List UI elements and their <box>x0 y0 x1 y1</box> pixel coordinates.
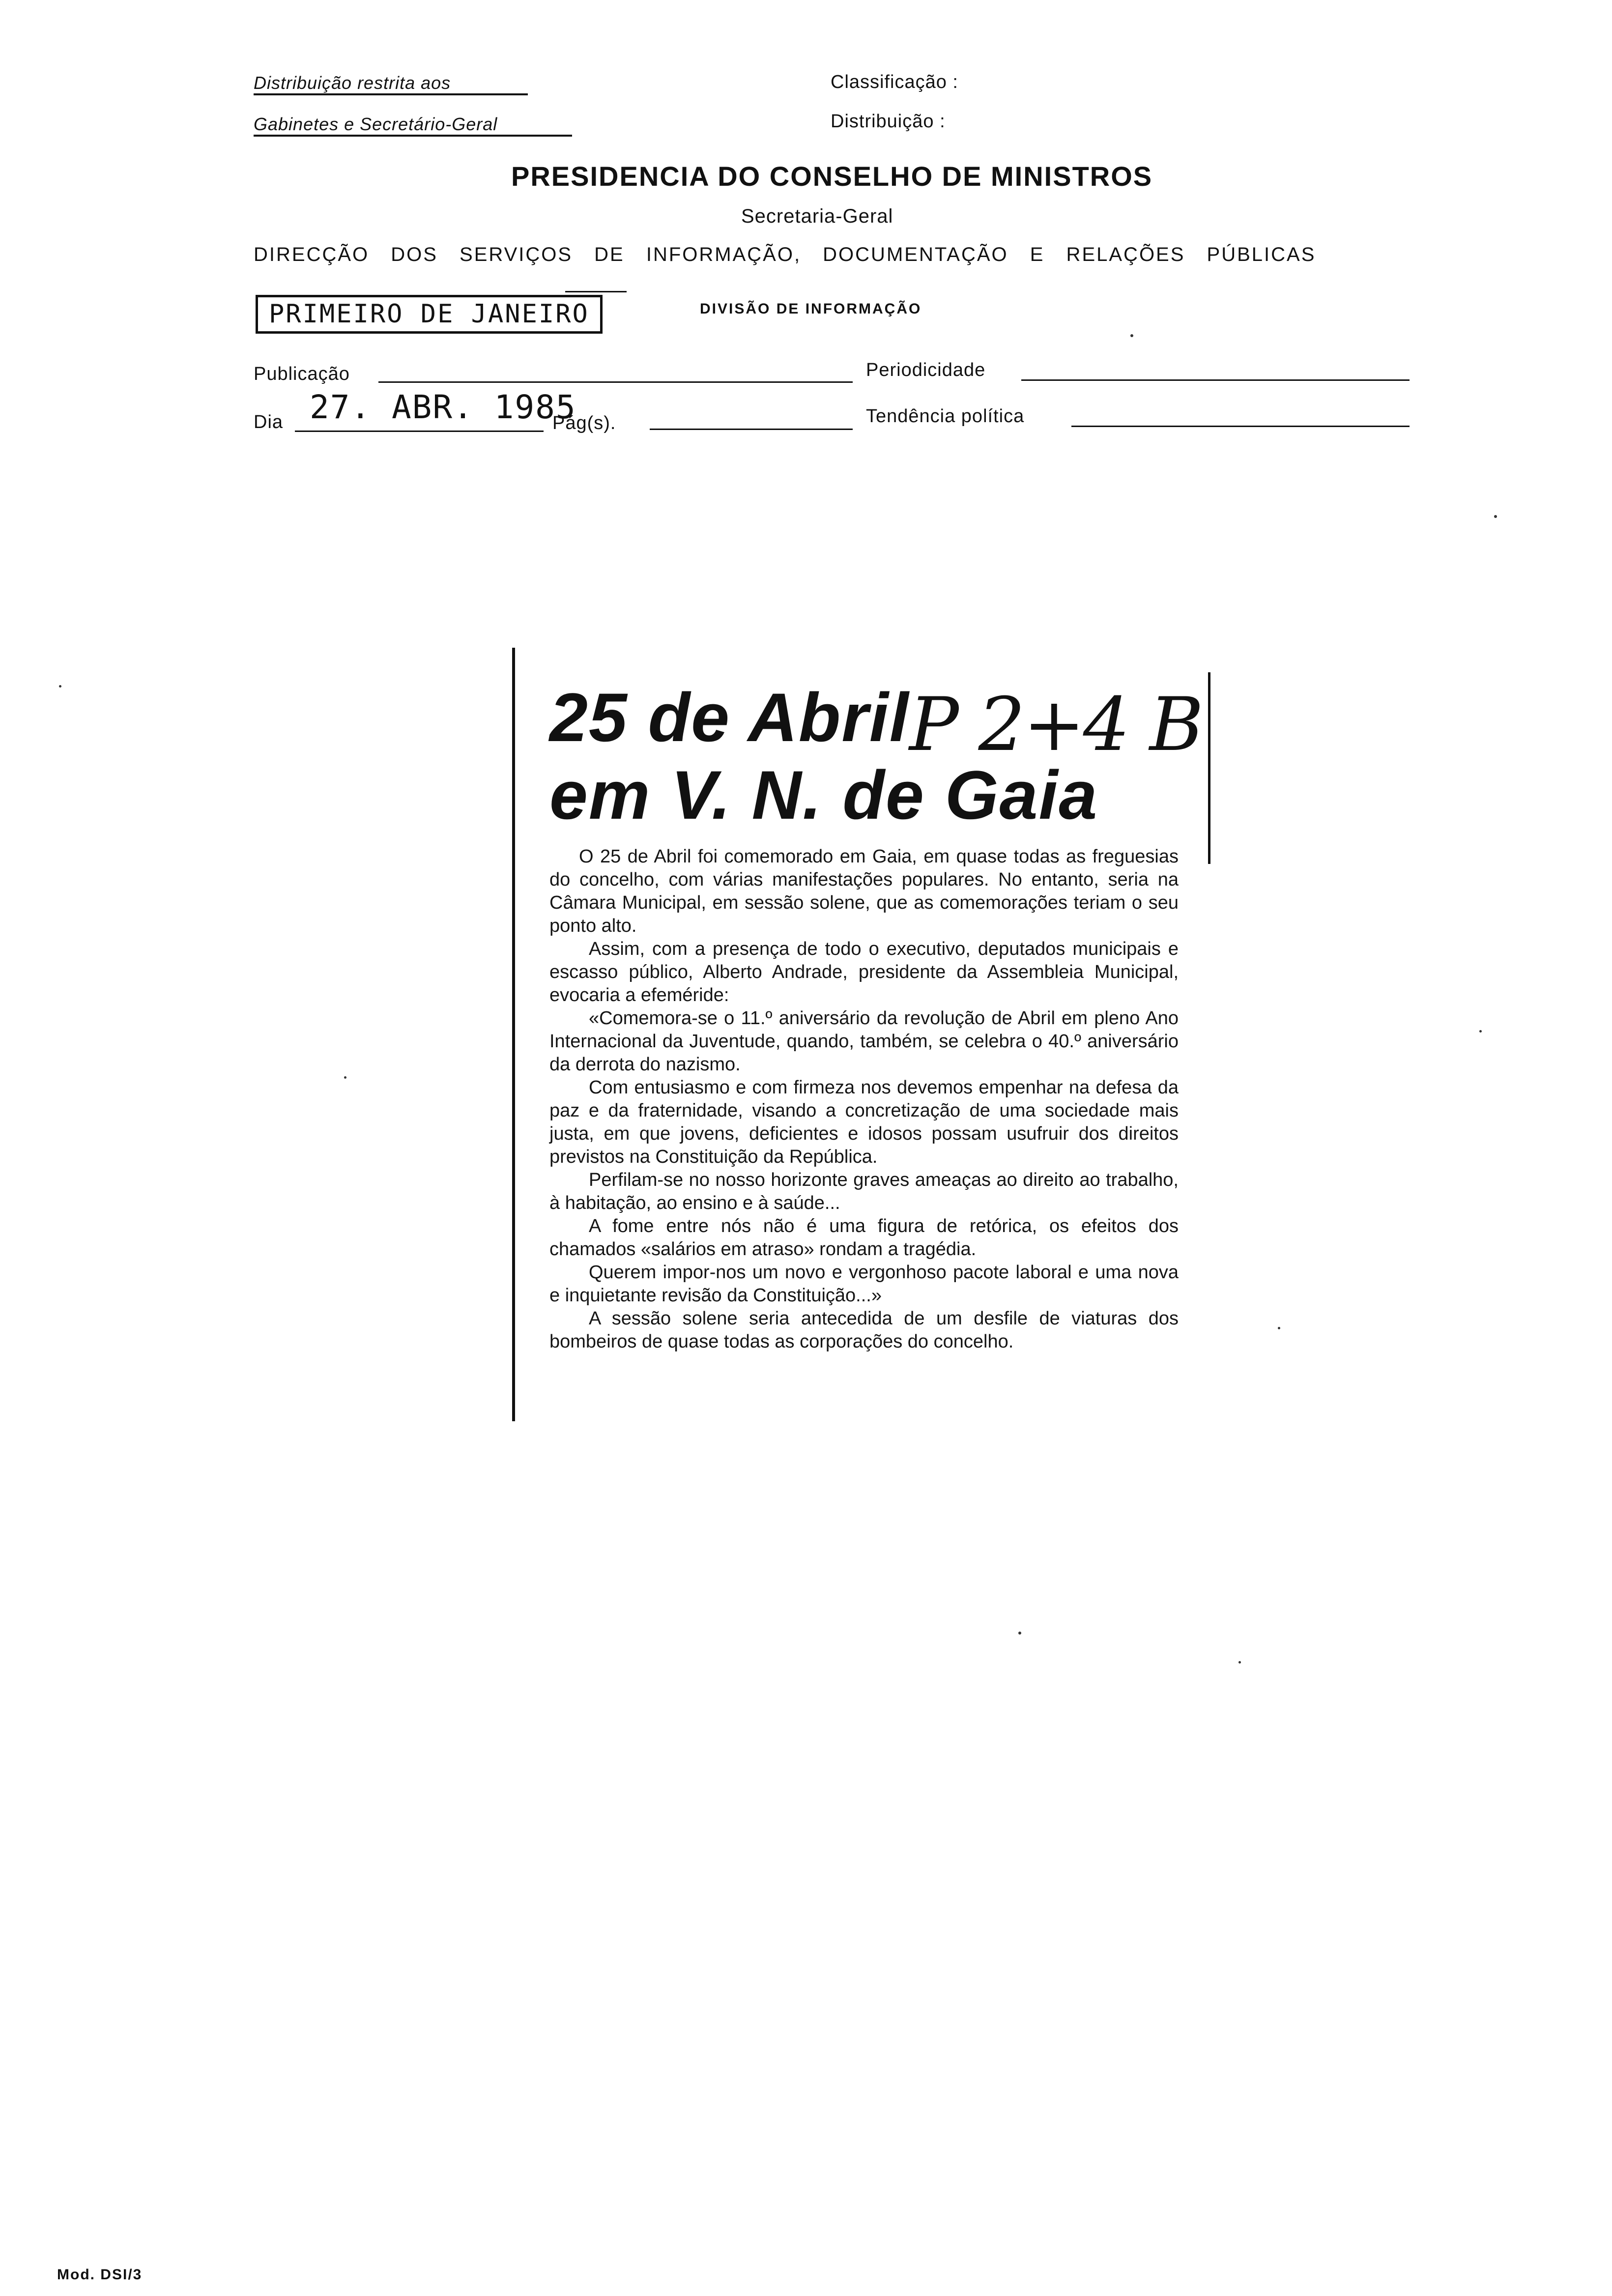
article-paragraph: Assim, com a presença de todo o executivo, deputados municipais e escasso público, Alberto Andrade, presidente da Assembleia Municipal, evocaria a efeméride: <box>549 939 1179 1005</box>
day-label: Dia <box>254 412 284 432</box>
scan-speck <box>1479 1030 1482 1033</box>
article-paragraph: Querem impor-nos um novo e vergonhoso pacote laboral e uma nova e inquietante revisão da Constituição...» <box>549 1262 1179 1306</box>
article-title-line1: 25 de Abril <box>549 679 910 756</box>
clipping-right-border <box>1208 672 1210 864</box>
article-paragraph: «Comemora-se o 11.º aniversário da revolução de Abril em pleno Ano Internacional da Juventude, quando, também, se celebra o 40.º aniversário da derrota do nazismo. <box>549 1008 1179 1075</box>
scan-speck <box>1018 1632 1021 1635</box>
political-tendency-field-line <box>1071 426 1410 427</box>
distribution-restricted-line2: Gabinetes e Secretário-Geral <box>254 114 572 137</box>
article-paragraph: Com entusiasmo e com firmeza nos devemos empenhar na defesa da paz e da fraternidade, visando a concretização de uma sociedade mais justa, em que jovens, deficientes e idosos possam usufruir dos direitos previstos na Constituição da República. <box>549 1077 1179 1167</box>
distribution-label: Distribuição : <box>831 111 946 132</box>
article-body <box>549 845 1179 1353</box>
clipping-left-border <box>512 648 515 1421</box>
publication-stamp: PRIMEIRO DE JANEIRO <box>256 295 603 334</box>
pages-label: Pág(s). <box>552 413 616 433</box>
periodicity-label: Periodicidade <box>866 360 986 380</box>
stamp-mark <box>565 291 627 292</box>
date-value: 27. ABR. 1985 <box>310 388 576 426</box>
handwritten-annotation: P 2+4 B <box>909 682 1202 768</box>
scan-speck <box>1278 1327 1280 1329</box>
pages-field-line <box>650 429 853 430</box>
day-field-line <box>295 430 544 432</box>
article-paragraph: A fome entre nós não é uma figura de retórica, os efeitos dos chamados «salários em atraso» rondam a tragédia. <box>549 1216 1179 1260</box>
article-paragraph: O 25 de Abril foi comemorado em Gaia, em quase todas as freguesias do concelho, com várias manifestações populares. No entanto, seria na Câmara Municipal, em sessão solene, que as comemorações teriam o seu ponto alto. <box>549 846 1179 936</box>
scan-speck <box>344 1076 346 1079</box>
distribution-restricted-line1: Distribuição restrita aos <box>254 73 528 95</box>
publication-label: Publicação <box>254 364 350 384</box>
division-label: DIVISÃO DE INFORMAÇÃO <box>700 301 922 317</box>
political-tendency-label: Tendência política <box>866 406 1025 427</box>
scan-speck <box>1238 1661 1241 1664</box>
article-title-line2: em V. N. de Gaia <box>549 756 1098 833</box>
department-line: DIRECÇÃO DOS SERVIÇOS DE INFORMAÇÃO, DOCUMENTAÇÃO E RELAÇÕES PÚBLICAS <box>254 244 1316 265</box>
publication-field-line <box>378 381 853 383</box>
scan-speck <box>59 685 61 688</box>
article-paragraph: A sessão solene seria antecedida de um desfile de viaturas dos bombeiros de quase todas as corporações do concelho. <box>549 1308 1179 1352</box>
classification-label: Classificação : <box>831 72 958 92</box>
org-subtitle: Secretaria-Geral <box>741 205 893 227</box>
scan-speck <box>1130 334 1133 337</box>
scan-speck <box>1494 515 1497 518</box>
periodicity-field-line <box>1021 379 1410 381</box>
form-code: Mod. DSI/3 <box>57 2267 143 2283</box>
article-paragraph: Perfilam-se no nosso horizonte graves ameaças ao direito ao trabalho, à habitação, ao ensino e à saúde... <box>549 1170 1179 1213</box>
org-title: PRESIDENCIA DO CONSELHO DE MINISTROS <box>511 161 1153 192</box>
